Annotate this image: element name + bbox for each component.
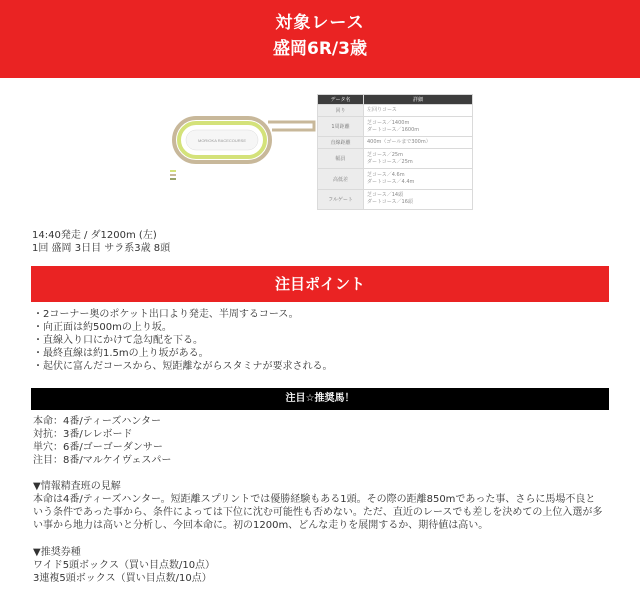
spec-header-value: 詳細 — [364, 95, 473, 105]
analysis-heading: ▼情報精査班の見解 — [33, 481, 121, 492]
spec-key: 回り — [318, 105, 364, 117]
analysis-line: いう条件であった事から、条件によっては下位に沈む可能性も否めない。ただ、直近のレースでも差しを決めての上位入選が多 — [33, 507, 603, 518]
header-race: 盛岡6R/3歳 — [273, 39, 367, 59]
points-heading: 注目ポイント — [31, 266, 609, 302]
race-meeting: 1回 盛岡 3日目 サラ系3歳 8頭 — [32, 243, 171, 254]
dirt-chute — [268, 122, 314, 130]
list-item: ・最終直線は約1.5mの上り坂がある。 — [33, 348, 209, 359]
pick-chuumoku: 注目：8番/マルケイヴェスパー — [33, 455, 172, 466]
bets-section — [33, 546, 215, 585]
list-item: ・2コーナー奥のポケット出口より発走、半周するコース。 — [33, 309, 299, 320]
course-label: MORIOKA RACECOURSE — [197, 138, 247, 143]
spec-key: 幅員 — [318, 149, 364, 169]
legend-turf — [170, 170, 176, 172]
spec-key: フルゲート — [318, 189, 364, 209]
spec-key: 直線距離 — [318, 137, 364, 149]
spec-value: 400m（ゴールまで300m） — [364, 137, 473, 149]
list-item: ・直線入り口にかけて急勾配を下る。 — [33, 335, 203, 346]
picks-list — [33, 415, 171, 467]
list-item: ・向正面は約500mの上り坂。 — [33, 322, 172, 333]
analysis-section — [33, 480, 613, 532]
list-item: ・起伏に富んだコースから、短距離ながらスタミナが要求される。 — [33, 361, 333, 372]
legend-dirt — [170, 174, 176, 176]
bets-heading: ▼推奨券種 — [33, 547, 81, 558]
course-map — [168, 108, 316, 188]
analysis-line: 本命は4番/ティーズハンター。短距離スプリントでは優勝経験もある1頭。その際の距離850mであった事、さらに馬場不良と — [33, 494, 596, 505]
spec-header-key: データ名 — [318, 95, 364, 105]
spec-value: 芝コース／25m ダートコース／25m — [364, 149, 473, 169]
race-time-distance: 14:40発走 / ダ1200m (左) — [32, 230, 157, 241]
bet-item: 3連複5頭ボックス（買い目点数/10点） — [33, 573, 212, 584]
spec-value: 芝コース／1400m ダートコース／1600m — [364, 116, 473, 136]
spec-value: 左回りコース — [364, 105, 473, 117]
bet-item: ワイド5頭ボックス（買い目点数/10点） — [33, 560, 216, 571]
pick-honmei: 本命：4番/ティーズハンター — [33, 416, 162, 427]
legend-other — [170, 178, 176, 180]
picks-heading: 注目☆推奨馬！ — [31, 388, 609, 410]
header-title: 対象レース — [275, 13, 365, 33]
spec-value: 芝コース／14頭 ダートコース／16頭 — [364, 189, 473, 209]
pick-tanana: 単穴：6番/ゴーゴーダンサー — [33, 442, 163, 453]
course-spec-table — [317, 94, 473, 210]
spec-key: 高低差 — [318, 169, 364, 189]
pick-taikou: 対抗：3番/レレボード — [33, 429, 133, 440]
points-list — [33, 308, 333, 373]
header-banner — [0, 0, 640, 78]
race-info — [32, 229, 170, 255]
spec-key: 1周距離 — [318, 116, 364, 136]
spec-value: 芝コース／4.6m ダートコース／4.4m — [364, 169, 473, 189]
analysis-line: い事から地力は高いと分析し、今回本命に。初の1200m、どんな走りを展開するか、期待値は高い。 — [33, 520, 489, 531]
